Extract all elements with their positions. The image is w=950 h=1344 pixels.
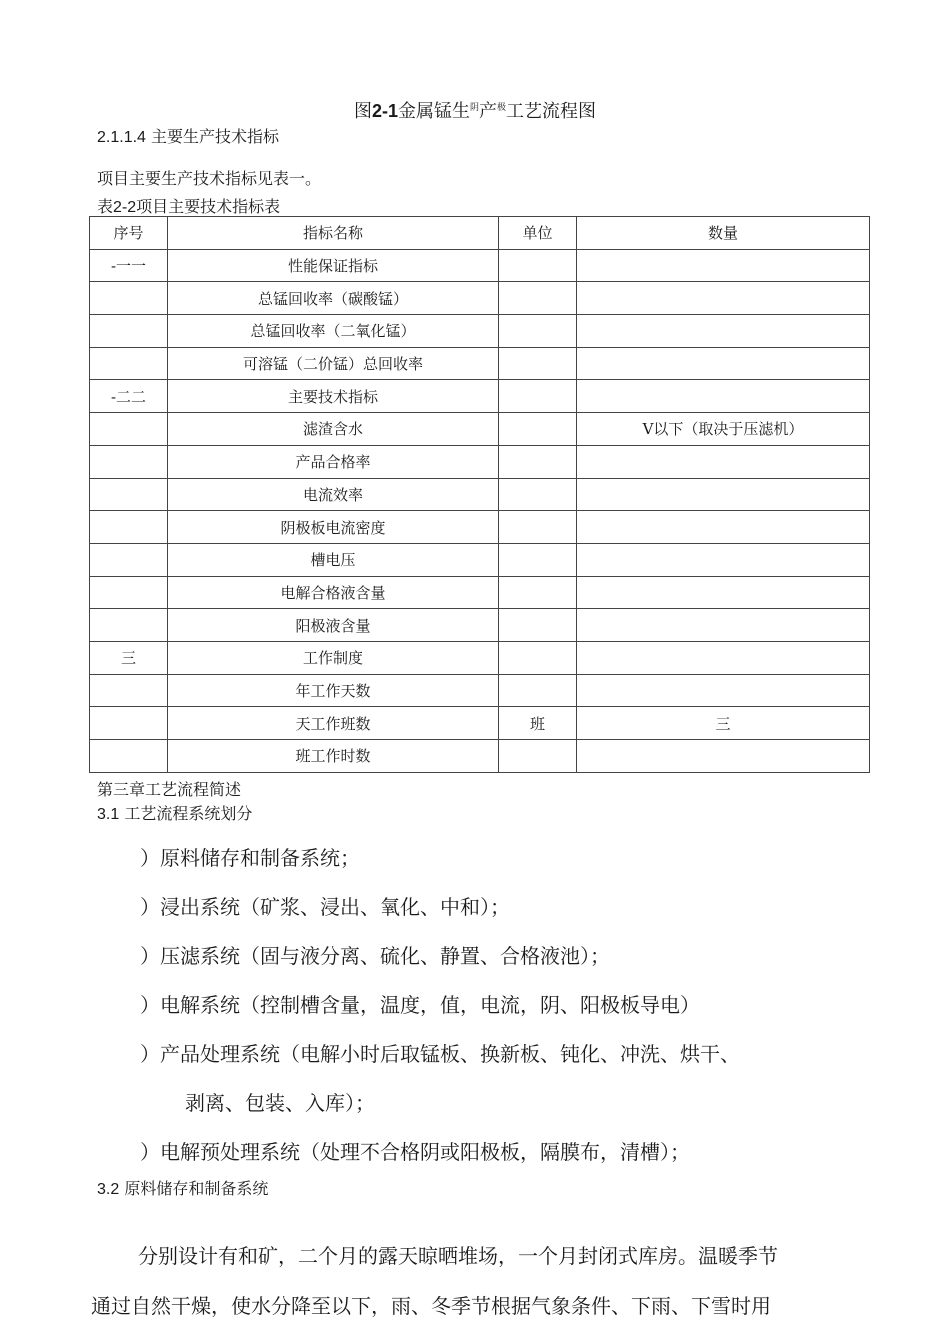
cell-seq: [90, 674, 168, 707]
cell-qty: V以下（取决于压滤机）: [577, 413, 870, 446]
list-item: ）电解系统（控制槽含量，温度，值，电流，阴、阳极板导电）: [140, 993, 700, 1017]
cell-unit: 班: [499, 707, 577, 740]
table-caption: [97, 194, 280, 217]
cell-qty: [577, 347, 870, 380]
table-row: [90, 282, 870, 315]
list-item: ）原料储存和制备系统；: [140, 846, 360, 870]
table-row: [90, 445, 870, 478]
section-title: 主要生产技术指标: [151, 127, 280, 146]
list-item: ）电解预处理系统（处理不合格阴或阳极板，隔膜布，清槽）；: [140, 1140, 690, 1164]
indicator-table: [89, 216, 870, 773]
table-row: [90, 609, 870, 642]
cell-qty: [577, 282, 870, 315]
table-row: [90, 478, 870, 511]
list-item-continuation: 剥离、包装、入库）；: [185, 1091, 375, 1115]
cell-unit: [499, 413, 577, 446]
figure-caption-tiny-b: 极: [497, 103, 507, 113]
cell-unit: [499, 740, 577, 773]
cell-name: 产品合格率: [168, 445, 499, 478]
figure-caption-text-c: 工艺流程图: [506, 101, 597, 122]
cell-seq: [90, 576, 168, 609]
cell-unit: [499, 315, 577, 348]
table-row: [90, 707, 870, 740]
cell-seq: [90, 282, 168, 315]
cell-seq: [90, 543, 168, 576]
section-heading-31: [97, 801, 252, 824]
section-heading-32: [97, 1176, 268, 1199]
header-cell: 单位: [499, 217, 577, 250]
list-item: ）压滤系统（固与液分离、硫化、静置、合格液池）；: [140, 944, 610, 968]
figure-caption-number: 2-1: [371, 101, 398, 121]
cell-unit: [499, 511, 577, 544]
cell-name: 可溶锰（二价锰）总回收率: [168, 347, 499, 380]
cell-unit: [499, 445, 577, 478]
cell-name: 滤渣含水: [168, 413, 499, 446]
table-row: [90, 315, 870, 348]
cell-name: 年工作天数: [168, 674, 499, 707]
table-caption-prefix: 表: [97, 197, 114, 216]
list-item: ）浸出系统（矿浆、浸出、氧化、中和）；: [140, 895, 510, 919]
cell-name: 总锰回收率（二氧化锰）: [168, 315, 499, 348]
cell-name: 阳极液含量: [168, 609, 499, 642]
cell-qty: [577, 609, 870, 642]
cell-qty: [577, 445, 870, 478]
section-number: 2.1.1.4: [97, 129, 146, 146]
cell-name: 总锰回收率（碳酸锰）: [168, 282, 499, 315]
table-caption-number: 2-2: [113, 199, 137, 216]
table-row: [90, 249, 870, 282]
cell-seq: -一一: [90, 249, 168, 282]
cell-qty: [577, 249, 870, 282]
cell-qty: 三: [577, 707, 870, 740]
header-cell: 序号: [90, 217, 168, 250]
cell-seq: [90, 609, 168, 642]
table-row: [90, 543, 870, 576]
cell-qty: [577, 641, 870, 674]
cell-qty: [577, 674, 870, 707]
paragraph-line: 分别设计有和矿，二个月的露天晾晒堆场，一个月封闭式库房。温暖季节: [138, 1244, 778, 1268]
cell-seq: [90, 707, 168, 740]
section-title: 原料储存和制备系统: [124, 1179, 269, 1198]
cell-name: 槽电压: [168, 543, 499, 576]
cell-qty: [577, 315, 870, 348]
table-row: [90, 576, 870, 609]
figure-caption-prefix: 图: [353, 101, 372, 122]
cell-qty: [577, 380, 870, 413]
cell-qty: [577, 543, 870, 576]
figure-caption-text-a: 金属锰生: [397, 101, 470, 122]
cell-unit: [499, 249, 577, 282]
section-heading-2114: [97, 124, 279, 147]
table-row: [90, 674, 870, 707]
cell-name: 天工作班数: [168, 707, 499, 740]
cell-unit: [499, 576, 577, 609]
table-row: [90, 347, 870, 380]
chapter-title: 第三章工艺流程简述: [97, 780, 242, 799]
cell-seq: 三: [90, 641, 168, 674]
table-row: [90, 641, 870, 674]
table-row: [90, 740, 870, 773]
cell-unit: [499, 543, 577, 576]
cell-seq: [90, 413, 168, 446]
header-cell: 指标名称: [168, 217, 499, 250]
paragraph-line: 通过自然干燥，使水分降至以下，雨、冬季节根据气象条件、下雨、下雪时用: [91, 1294, 771, 1318]
cell-unit: [499, 380, 577, 413]
table-header-row: [90, 217, 870, 250]
cell-name: 班工作时数: [168, 740, 499, 773]
cell-unit: [499, 674, 577, 707]
cell-seq: [90, 740, 168, 773]
cell-unit: [499, 282, 577, 315]
cell-seq: [90, 315, 168, 348]
section-number: 3.1: [97, 806, 120, 823]
figure-caption: [0, 97, 950, 123]
cell-seq: -二二: [90, 380, 168, 413]
cell-name: 工作制度: [168, 641, 499, 674]
cell-seq: [90, 511, 168, 544]
section-number: 3.2: [97, 1181, 120, 1198]
figure-caption-text-b: 产: [479, 101, 497, 122]
cell-unit: [499, 347, 577, 380]
cell-name: 电解合格液含量: [168, 576, 499, 609]
table-caption-title: 项目主要技术指标表: [136, 197, 281, 216]
cell-name: 性能保证指标: [168, 249, 499, 282]
cell-seq: [90, 478, 168, 511]
intro-text: 项目主要生产技术指标见表一。: [97, 169, 322, 188]
cell-name: 电流效率: [168, 478, 499, 511]
header-cell: 数量: [577, 217, 870, 250]
cell-seq: [90, 347, 168, 380]
table-row: [90, 380, 870, 413]
cell-qty: [577, 576, 870, 609]
cell-name: 阴极板电流密度: [168, 511, 499, 544]
cell-qty: [577, 478, 870, 511]
list-item: ）产品处理系统（电解小时后取锰板、换新板、钝化、冲洗、烘干、: [140, 1042, 740, 1066]
figure-caption-tiny-a: 阴: [469, 103, 479, 113]
cell-qty: [577, 740, 870, 773]
table-row: [90, 413, 870, 446]
cell-name: 主要技术指标: [168, 380, 499, 413]
cell-seq: [90, 445, 168, 478]
cell-qty: [577, 511, 870, 544]
cell-unit: [499, 609, 577, 642]
cell-unit: [499, 478, 577, 511]
cell-unit: [499, 641, 577, 674]
section-title: 工艺流程系统划分: [124, 804, 253, 823]
table-row: [90, 511, 870, 544]
